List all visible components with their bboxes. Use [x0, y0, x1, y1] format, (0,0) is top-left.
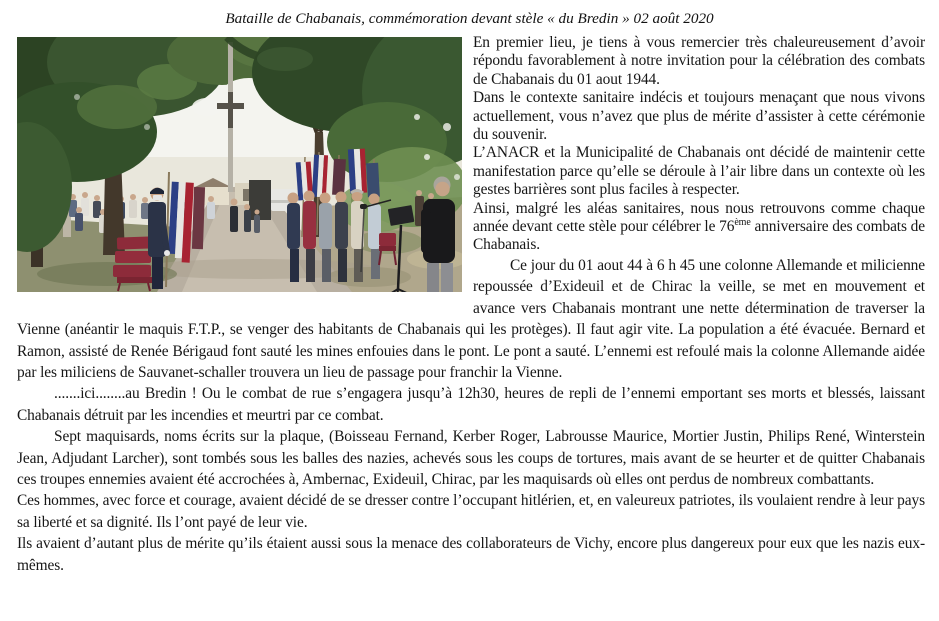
white-glove [164, 250, 170, 256]
paragraph-bredin-combat: .......ici........au Bredin ! Ou le combat de rue s’engagera jusqu’à 12h30, heures de repli de l’ennemi emportant ses morts et blessés, laissant Chabanais détruit par les incendies et meurtri par ce combat. [17, 385, 925, 424]
ceremony-photo [17, 37, 462, 292]
dark-flag [192, 187, 205, 249]
french-flag [168, 182, 194, 263]
face-mask [153, 195, 162, 200]
paragraph-sanitary-context: Dans le contexte sanitaire indécis et toujours menaçant que nous vivons actuellement, vous n’avez que plus de mérite d’assister à cette cérémonie du souvenir. [473, 89, 925, 144]
ordinal-superscript: ème [734, 216, 751, 228]
ceremony-photo-illustration [17, 37, 462, 292]
article-body [17, 34, 925, 576]
microphone-icon [360, 204, 367, 209]
anniversary-text-start: Ainsi, malgré les aléas sanitaires, nous nous retrouvons comme chaque année devant cette stèle pour célébrer le 76 [473, 199, 925, 236]
branch-leaves [257, 47, 313, 71]
paragraph-tribute: Ces hommes, avec force et courage, avaient décidé de se dresser contre l’occupant hitlérien, et, en valeureux patriotes, ils voulaient rendre à leur pays sa liberté et sa dignité. Ils l’ont payé de leur vie. [17, 492, 925, 531]
paragraph-greeting: En premier lieu, je tiens à vous remercier très chaleureusement d’avoir répondu favorablement à notre invitation pour la célébration des combats de Chabanais du 01 aout 1944. [473, 34, 925, 88]
page-title: Bataille de Chabanais, commémoration devant stèle « du Bredin » 02 août 2020 [225, 10, 714, 27]
paragraph-vichy: Ils avaient d’autant plus de mérite qu’ils étaient aussi sous la menace des collaborateurs de Vichy, encore plus dangereux pour eux que les nazis eux-mêmes. [17, 535, 925, 574]
dark-trailer [249, 180, 271, 220]
paragraph-seven-maquisards: Sept maquisards, noms écrits sur la plaque, (Boisseau Fernand, Kerber Roger, Labrousse Maurice, Mortier Justin, Philips René, Winterstein Jean, Adjudant Larcher), sont tombés sous les balles des nazies, achevés sous les coups de tortures, mais avant de se heurter et de quitter Chabanais ces troupes ennemies avaient été accrochées à, Ambernac, Exideuil, Chirac, par les maquisards où elles ont perdus de nombreux combattants. [17, 428, 925, 488]
paragraph-german-column: Ce jour du 01 aout 44 à 6 h 45 une colonne Allemande et milicienne repoussée d’Exideuil et de Chirac la veille, se met en mouvement et avance vers Chabanais montrant une nette détermination de traverser la Vienne (anéantir le maquis F.T.P., se venger des habitants de Chabanais qui les protèges). Il faut agir vite. La population a été évacuée. Bernard et Ramon, assisté de Renée Bérigaud font sauté les mines enfouies dans le pont. Le pont a sauté. L’ennemi est refoulé mais la colonne Allemande aidée par les miliciens de Sauvanet-schaller trouvera un lieu de passage pour franchir la Vienne. [17, 256, 925, 381]
paragraph-anacr: L’ANACR et la Municipalité de Chabanais ont décidé de maintenir cette manifestation parce qu’elle se déroule à l’air libre dans un contexte où les gestes barrières sont plus faciles à respecter. [473, 144, 925, 199]
anniversary-text-end: anniversaire des combats de Chabanais. [473, 218, 926, 254]
